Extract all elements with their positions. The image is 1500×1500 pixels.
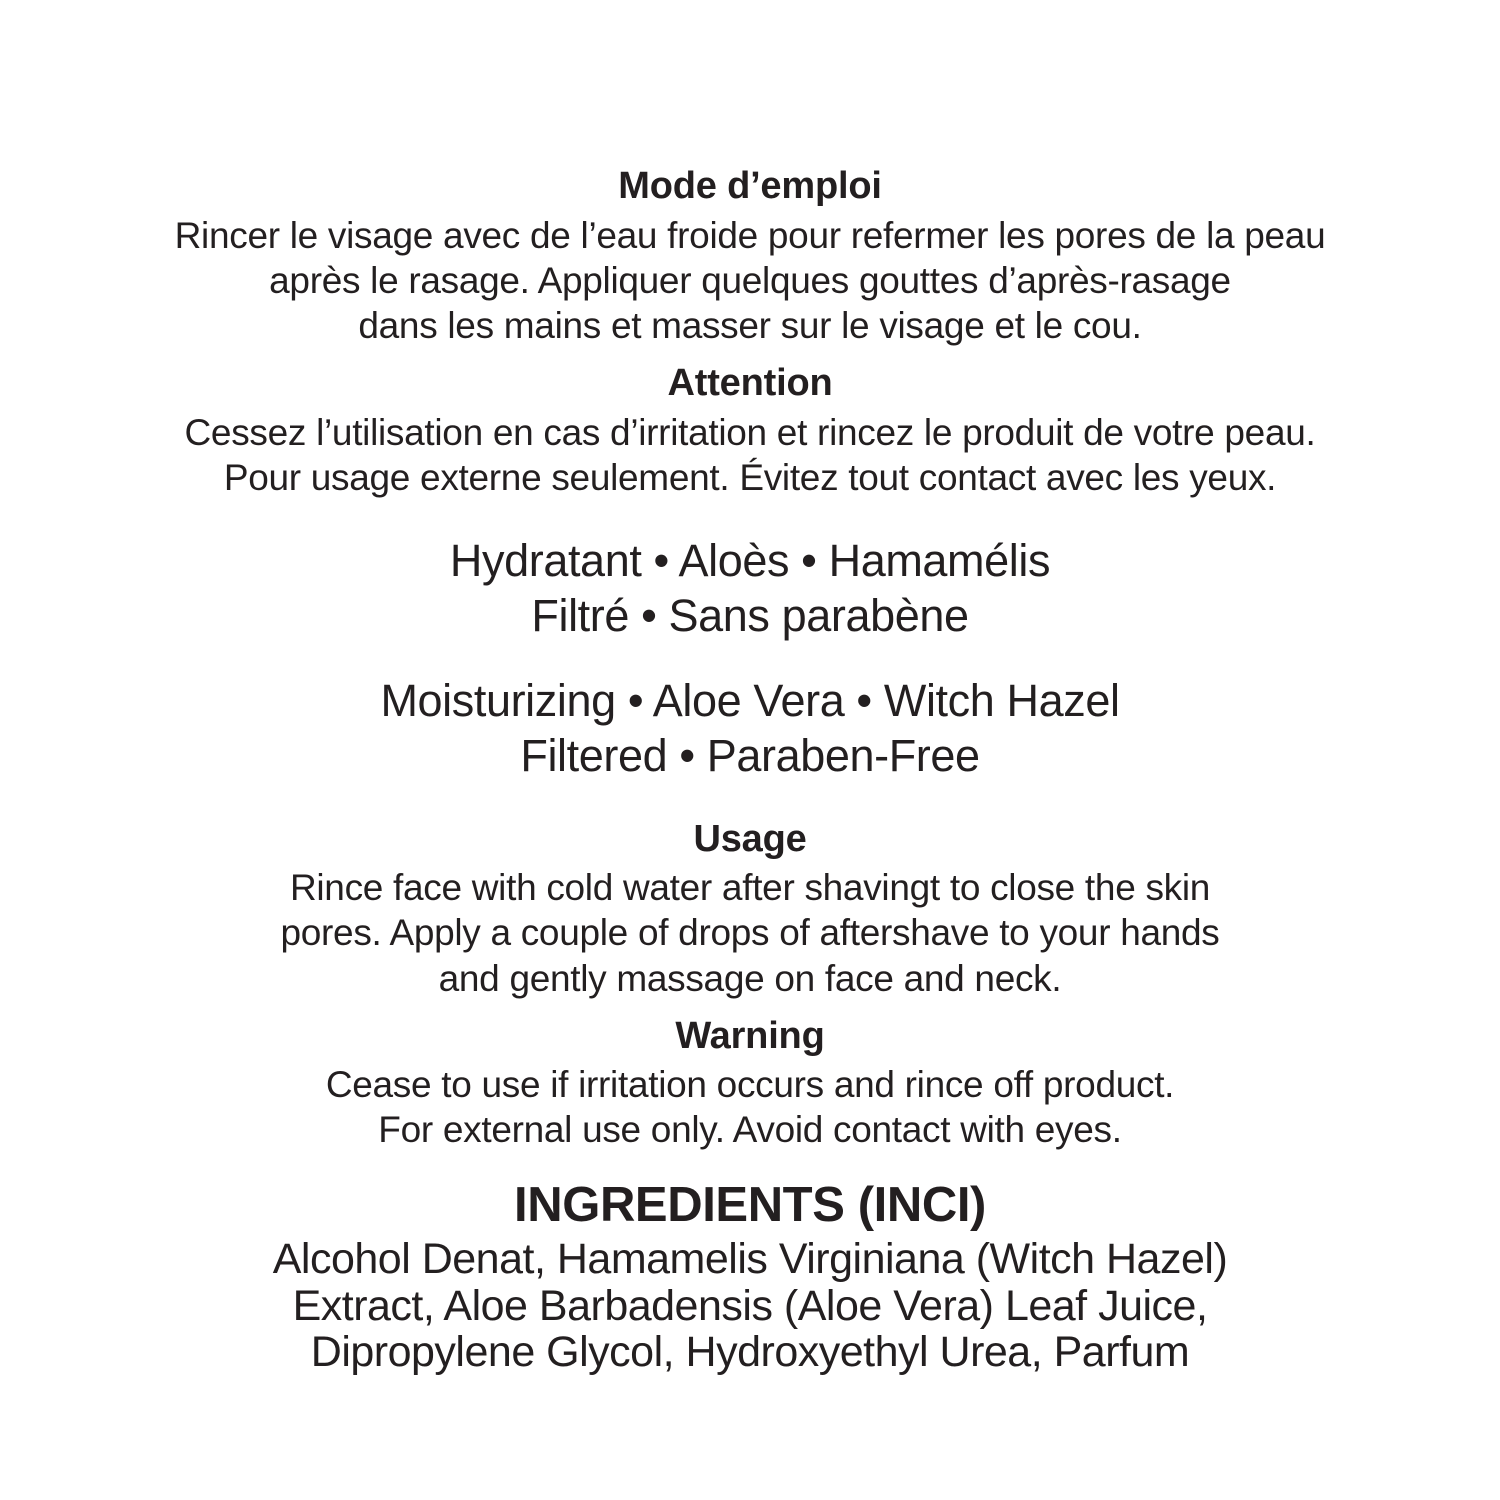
section-line: dans les mains et masser sur le visage et le cou.: [358, 304, 1142, 346]
section-heading-mode-emploi: Mode d’emploi: [618, 165, 882, 207]
section-line: For external use only. Avoid contact with eyes.: [378, 1109, 1122, 1151]
section-line: and gently massage on face and neck.: [438, 957, 1062, 999]
section-heading-warning: Warning: [675, 1014, 825, 1057]
ingredients-heading: INGREDIENTS (INCI): [514, 1177, 986, 1232]
features-french: [100, 534, 1400, 644]
feature-line: Hydratant • Aloès • Hamamélis: [449, 535, 1051, 586]
feature-line: Filtré • Sans parabène: [531, 589, 969, 641]
ingredients-line: Alcohol Denat, Hamamelis Virginiana (Witch Hazel): [272, 1235, 1228, 1284]
feature-line: Moisturizing • Aloe Vera • Witch Hazel: [380, 674, 1120, 726]
feature-line: Filtered • Paraben-Free: [520, 729, 980, 781]
section-heading-attention: Attention: [667, 362, 833, 405]
ingredients-line: Dipropylene Glycol, Hydroxyethyl Urea, Parfum: [310, 1328, 1190, 1377]
features-english: [100, 674, 1400, 784]
ingredients-line: Extract, Aloe Barbadensis (Aloe Vera) Leaf Juice,: [292, 1281, 1208, 1330]
section-line: Rince face with cold water after shavingt to close the skin: [289, 867, 1211, 909]
section-line: Rincer le visage avec de l’eau froide pour refermer les pores de la peau: [174, 214, 1326, 256]
section-line: Cessez l’utilisation en cas d’irritation et rincez le produit de votre peau.: [184, 411, 1316, 453]
section-mode-emploi: [100, 165, 1400, 348]
section-line: après le rasage. Appliquer quelques gouttes d’après-rasage: [269, 259, 1231, 301]
section-warning: [100, 1015, 1400, 1153]
section-ingredients: [100, 1179, 1400, 1376]
section-line: Cease to use if irritation occurs and rince off product.: [325, 1064, 1175, 1106]
section-heading-usage: Usage: [693, 817, 807, 860]
section-attention: [100, 362, 1400, 500]
section-line: Pour usage externe seulement. Évitez tout contact avec les yeux.: [223, 456, 1277, 498]
section-line: pores. Apply a couple of drops of aftershave to your hands: [280, 912, 1220, 954]
section-usage: [100, 818, 1400, 1001]
